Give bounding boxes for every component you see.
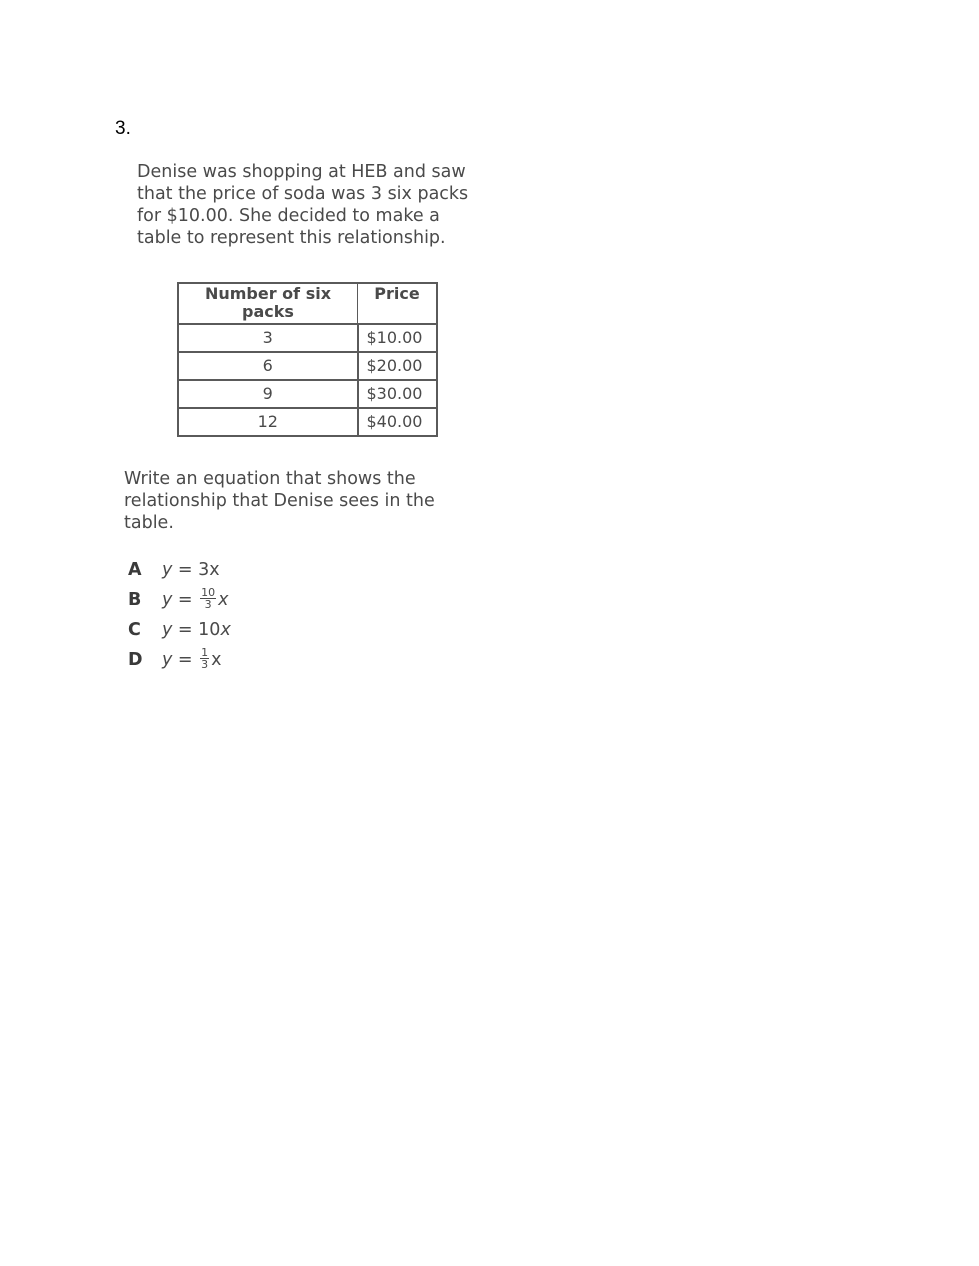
- six-packs-cell: 9: [178, 380, 358, 408]
- fraction-denominator: 3: [204, 597, 212, 611]
- variable-x: x: [211, 650, 222, 670]
- choice-letter: C: [128, 620, 141, 640]
- column-header-price: Price: [358, 283, 438, 324]
- prompt-line: table to represent this relationship.: [137, 228, 446, 248]
- coefficient: 10: [198, 620, 221, 640]
- variable-y: y: [162, 590, 173, 610]
- question-number: 3.: [115, 118, 131, 139]
- question-line: Write an equation that shows the: [124, 469, 416, 489]
- variable-y: y: [162, 560, 173, 580]
- question-line: table.: [124, 513, 174, 533]
- table-row: [178, 324, 437, 352]
- six-packs-cell: 3: [178, 324, 358, 352]
- table-row: [178, 380, 437, 408]
- answer-choice-b[interactable]: [128, 587, 231, 617]
- fraction-numerator: 1: [201, 645, 209, 659]
- variable-x: x: [220, 620, 231, 640]
- price-cell: $20.00: [358, 352, 438, 380]
- fraction: [200, 647, 209, 670]
- choice-equation: [162, 587, 229, 613]
- answer-choice-a[interactable]: [128, 557, 231, 587]
- price-cell: $30.00: [358, 380, 438, 408]
- table-row: [178, 352, 437, 380]
- answer-choices: [128, 557, 231, 677]
- variable-y: y: [162, 650, 173, 670]
- answer-choice-c[interactable]: [128, 617, 231, 647]
- variable-y: y: [162, 620, 173, 640]
- variable-x: x: [218, 590, 229, 610]
- six-packs-cell: 6: [178, 352, 358, 380]
- choice-equation: [162, 557, 220, 583]
- fraction-numerator: 10: [201, 585, 216, 599]
- prompt-line: that the price of soda was 3 six packs: [137, 184, 469, 204]
- equals-sign: =: [172, 590, 199, 610]
- prompt-line: for $10.00. She decided to make a: [137, 206, 440, 226]
- table-header-row: [178, 283, 437, 324]
- variable-x: x: [209, 560, 220, 580]
- choice-letter: B: [128, 590, 142, 610]
- fraction-denominator: 3: [201, 657, 209, 671]
- six-packs-cell: 12: [178, 408, 358, 436]
- table-row: [178, 408, 437, 436]
- price-cell: $10.00: [358, 324, 438, 352]
- column-header-label: Number of six packs: [204, 284, 332, 321]
- answer-choice-d[interactable]: [128, 647, 231, 677]
- equals-sign: =: [172, 620, 199, 640]
- column-header-six-packs: [178, 283, 358, 324]
- equals-sign: =: [172, 650, 199, 670]
- choice-equation: [162, 647, 222, 673]
- coefficient: 3: [198, 560, 210, 580]
- equals-sign: =: [172, 560, 199, 580]
- question-text: [124, 468, 504, 534]
- fraction: [200, 587, 216, 610]
- choice-letter: D: [128, 650, 143, 670]
- problem-prompt: [137, 161, 517, 249]
- choice-letter: A: [128, 560, 142, 580]
- prompt-line: Denise was shopping at HEB and saw: [137, 162, 466, 182]
- choice-equation: [162, 617, 231, 643]
- question-line: relationship that Denise sees in the: [124, 491, 435, 511]
- six-pack-price-table: [177, 282, 438, 437]
- price-cell: $40.00: [358, 408, 438, 436]
